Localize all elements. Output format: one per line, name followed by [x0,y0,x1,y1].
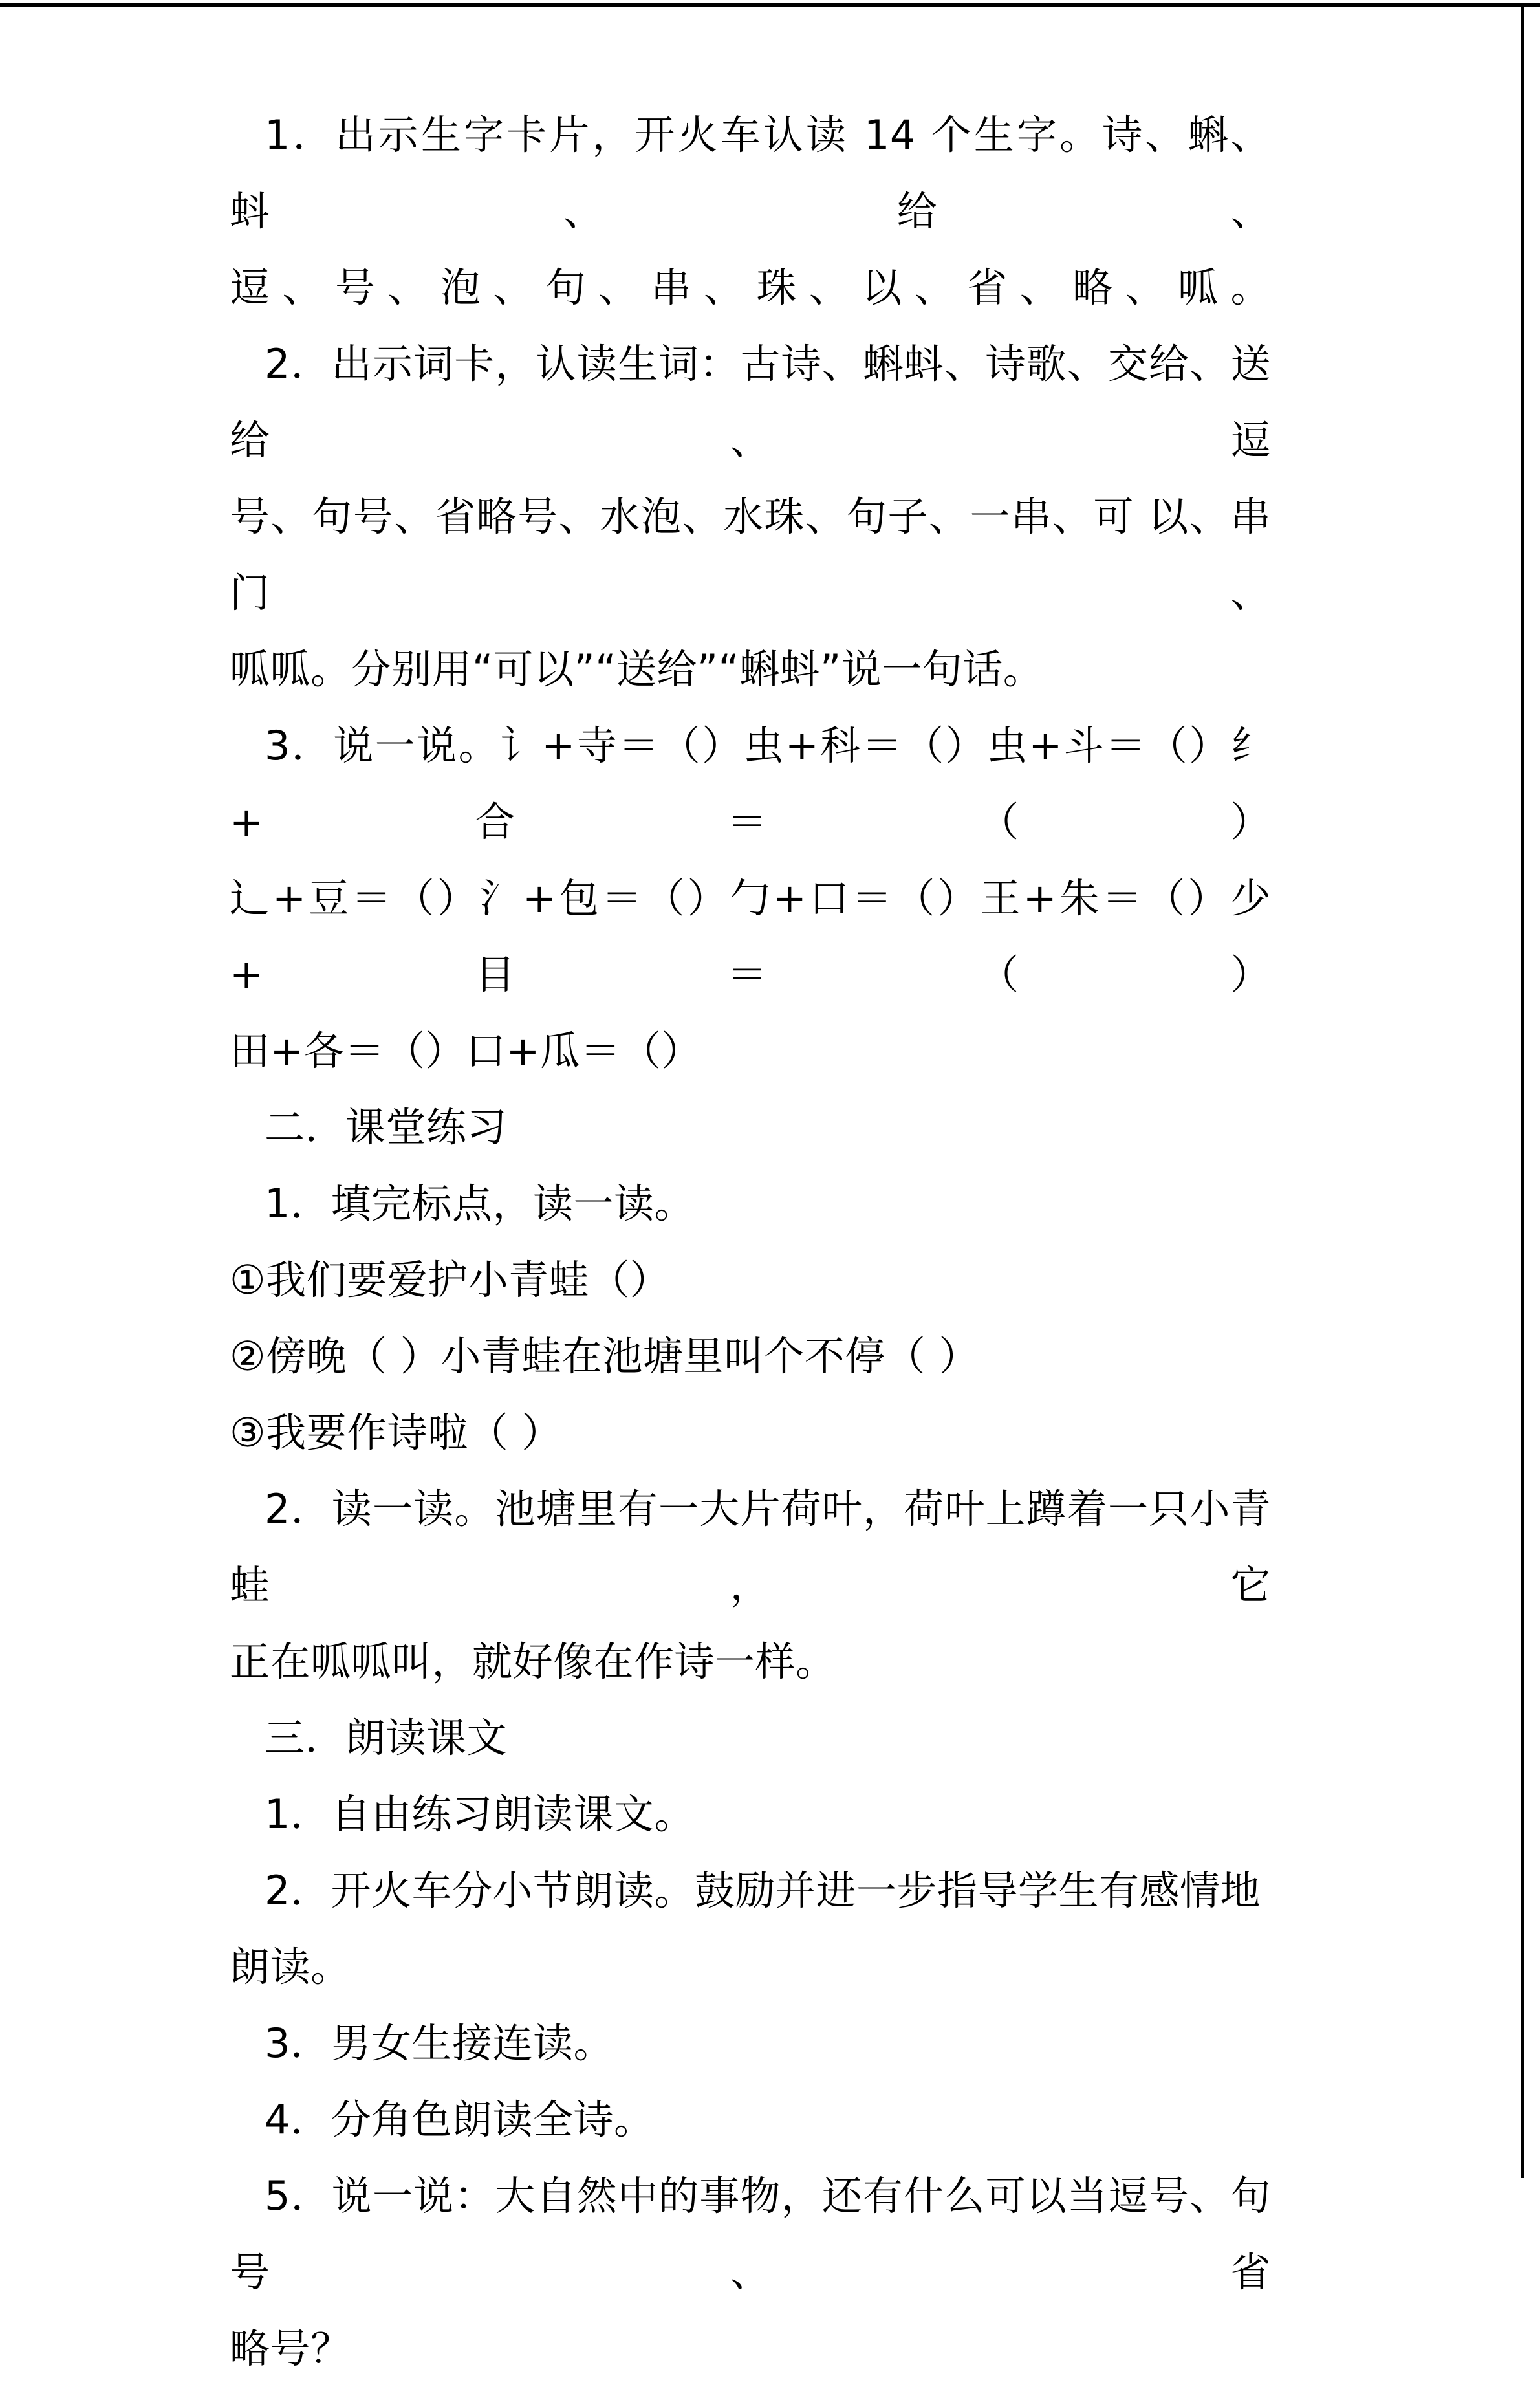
paragraph-line: 2．出示词卡，认读生词：古诗、蝌蚪、诗歌、交给、送给、逗 [230,340,1271,464]
list-item: ③我要作诗啦（ ） [230,1409,562,1456]
paragraph-line: 逗、号、泡、句、串、珠、以、省、略、呱。 [230,264,1271,311]
paragraph-line: 4．分角色朗读全诗。 [265,2096,655,2143]
page-border-top [0,3,1540,7]
paragraph-line: 田+各＝（）口+瓜＝（） [230,1027,702,1074]
section-heading: 二．课堂练习 [265,1104,508,1151]
paragraph-line: 1．出示生字卡片，开火车认读 14 个生字。诗、蝌、蚪、给、 [230,111,1271,235]
paragraph-line: 3．说一说。讠+寺＝（）虫+科＝（）虫+斗＝（）纟+合＝（） [230,722,1271,845]
paragraph-line: 2．开火车分小节朗读。鼓励并进一步指导学生有感情地朗读。 [230,1867,1261,1990]
page-border-right [1521,3,1524,2178]
paragraph-line: 正在呱呱叫，就好像在作诗一样。 [230,1638,836,1685]
section-heading: 三．朗读课文 [265,1714,508,1761]
paragraph-line: 辶+豆＝（）氵+包＝（）勹+口＝（）王+朱＝（）少+目＝（） [230,875,1271,998]
paragraph-line: 2．读一读。池塘里有一大片荷叶，荷叶上蹲着一只小青蛙，它 [230,1485,1271,1609]
paragraph-line: 3．男女生接连读。 [265,2020,614,2067]
document-body [230,97,1271,2387]
list-item: ①我们要爱护小青蛙（） [230,1256,671,1303]
paragraph-line: 1．填完标点，读一读。 [265,1180,695,1227]
paragraph-line: 略号？ [230,2325,351,2372]
paragraph-line: 5．说一说：大自然中的事物，还有什么可以当逗号、句号、省 [230,2172,1271,2296]
paragraph-line: 呱呱。分别用“可以”“送给”“蝌蚪”说一句话。 [230,646,1044,693]
paragraph-line: 号、句号、省略号、水泡、水珠、句子、一串、可 以、串门、 [230,493,1271,616]
list-item: ②傍晚（ ）小青蛙在池塘里叫个不停（ ） [230,1333,979,1380]
paragraph-line: 1．自由练习朗读课文。 [265,1791,695,1838]
